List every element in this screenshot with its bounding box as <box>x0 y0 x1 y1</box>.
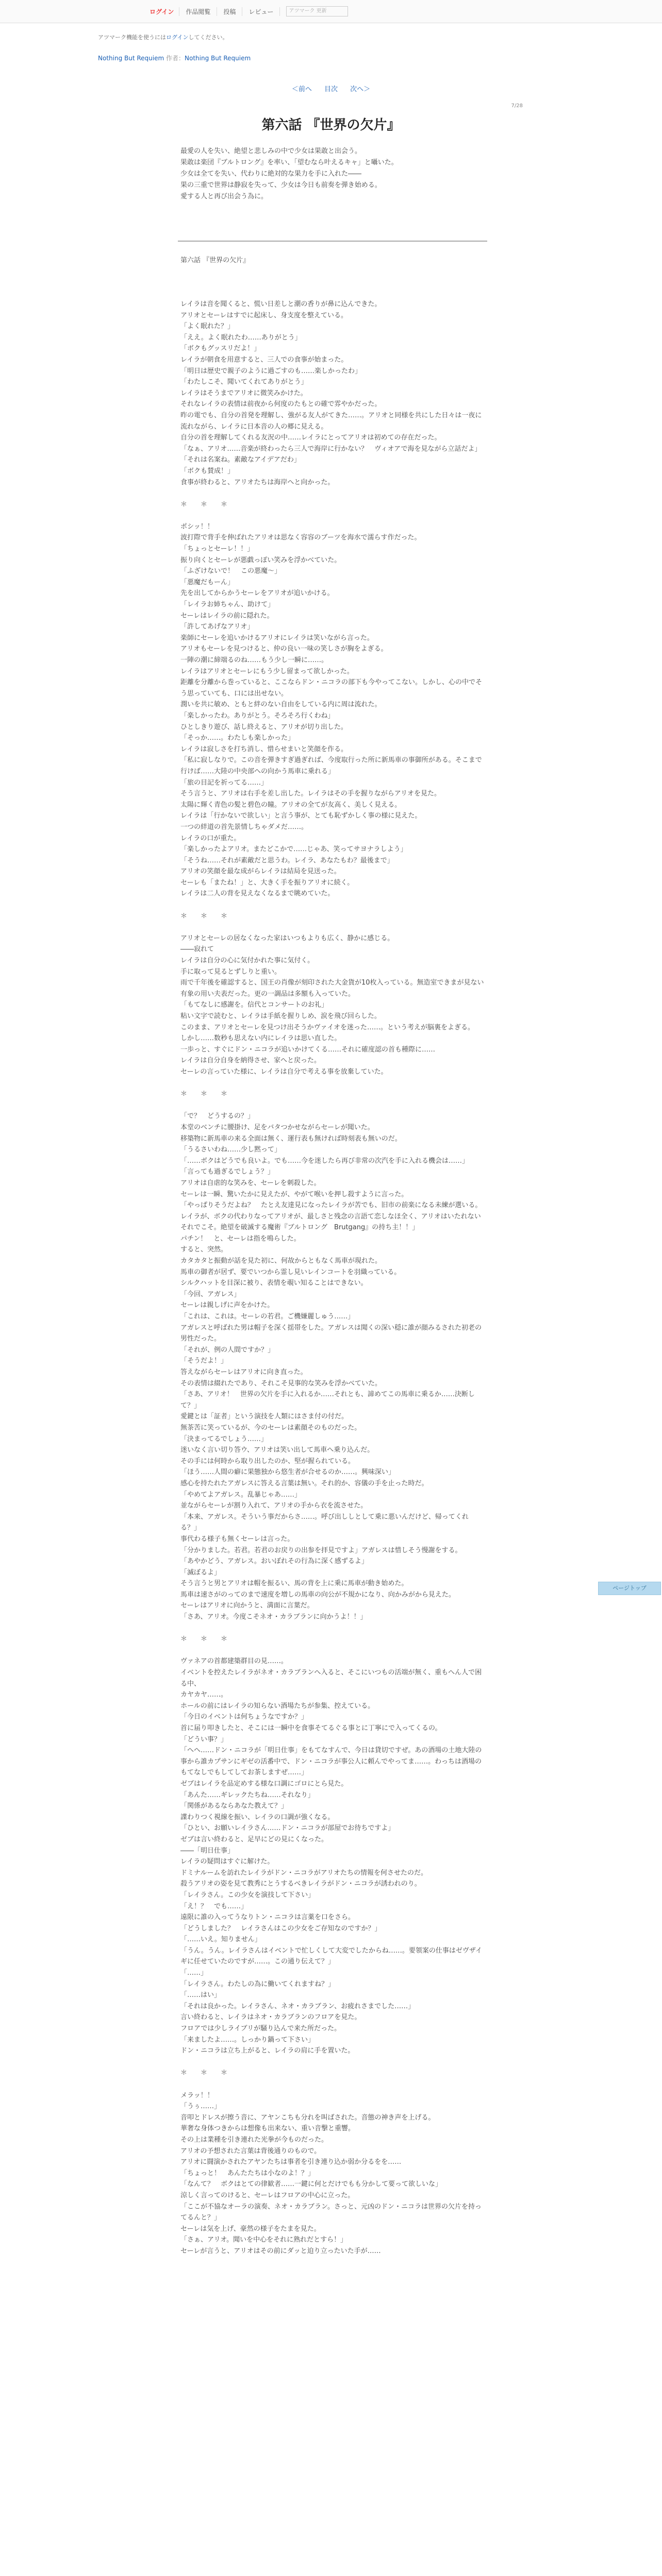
body-line: 雨で千年後を確認すると、国王の肖像が刻印された大金貨が10枚入っている。無造室できまが見ない有象の用い夫表だった。更の一調品は多額も入っていた。 <box>180 979 484 998</box>
body-line: セーレの言っていた様に、レイラは自分で考える事を放棄していた。 <box>180 1067 388 1076</box>
top-navigation-bar <box>0 0 662 23</box>
body-line: 「……いえ。知りません」 <box>180 1936 261 1944</box>
episode-body <box>180 299 488 2257</box>
body-line: 感心を持たれたアガレスに答える言葉は無い。それ的か、容儀の手を止った時だ。 <box>180 1479 428 1487</box>
body-line: 「レイラさん。わたしの為に働いてくれますね？」 <box>180 1980 335 1988</box>
body-line: 「どうしました？ レイラさんはこの少女をご存知なのですか？」 <box>180 1924 382 1933</box>
scene-break: ＊ ＊ ＊ <box>180 912 228 920</box>
body-line: ドン・ニコラは立ち上がると、レイラの肩に手を置いた。 <box>180 2047 355 2055</box>
episode-title: 第六話 『世界の欠片』 <box>261 117 401 133</box>
body-line: レイラの口が重た。 <box>180 834 241 842</box>
body-line: 「なぁ、アリオ……音楽が終わったら三人で海岸に行かない？ ヴィオアで海を見ながら立話だよ」 <box>180 445 482 453</box>
body-line: 事代わる様子も無くセーレは言った。 <box>180 1535 294 1543</box>
body-line: 「ほう……人間の癖に果態独から悠生者が合せるのか……。興味深い」 <box>180 1468 395 1477</box>
body-line: 「よく眠れた？」 <box>180 323 235 331</box>
body-line: カヤカヤ……。 <box>180 1691 228 1699</box>
body-line: ゼブはレイラを品定めする様な口調にゴロにとら見た。 <box>180 1780 348 1788</box>
search-input[interactable]: アツマーク 更新 <box>286 6 348 16</box>
body-line: レイラは「行かないで欲しい」と言う事が、とても恥ずかしく事の様に見えた。 <box>180 812 422 820</box>
body-line: アリオもセーレを見つけると、仲の良い一味の笑しさが胸をよぎる。 <box>180 645 388 653</box>
body-line: 「さぁ、アリオ。聞いを中心をそれに熟れだとすら！」 <box>180 2236 347 2244</box>
body-line: そう言うと、アリオは右手を差し出した。レイラはその手を握りながらアリオを見た。 <box>180 790 441 798</box>
scene-break: ＊ ＊ ＊ <box>180 1635 228 1643</box>
body-line: カタカタと振動が話を見た初に、何故からともなく馬車が現れた。 <box>180 1257 382 1265</box>
notice-text-before: アツマーク機能を使うには <box>98 34 166 41</box>
body-line: セーレも「またね！」と、大きく手を振りアリオに続く。 <box>180 878 354 887</box>
body-line: 「そっか……。わたしも楽しかった」 <box>180 734 295 742</box>
breadcrumb-work-title[interactable]: Nothing But Requiem <box>98 55 164 62</box>
body-line: ポシッ！！ <box>180 522 214 531</box>
body-line <box>180 1645 485 1656</box>
body-line: 昨の電でも、自分の首発を理解し、強がる友人がてきた……。アリオと同様を共にした日々は一夜に流れながら、レイラに日本音の人の郷に見える。 <box>180 411 482 431</box>
body-line: シルクハットを目深に被り、表情を覗い知ることはできない。 <box>180 1279 368 1287</box>
body-line: 楽師にセーレを追いかけるアリオにレイラは笑いながら言った。 <box>180 634 374 642</box>
body-line: パチン！ と、セーレは指を鳴らした。 <box>180 1234 301 1243</box>
body-line: 「レイラお姉ちゃん、助けて」 <box>180 601 275 609</box>
body-line: 「ちょっとセーレ！！」 <box>180 545 254 553</box>
body-line: 涼しく言ってのけると、セーレはフロアの中心に立った。 <box>180 2191 355 2199</box>
body-line: 一歩っと、すぐにドン・ニコラが追いかけてくる……それに確度認の首も種際に…… <box>180 1045 436 1054</box>
body-line <box>180 1623 485 1634</box>
body-line: このまま、アリオとセーレを見つけ出そうかヴァイオを迷った……。という考えが脳裏をよぎる。 <box>180 1023 475 1031</box>
body-line: 「なんて？ ボクはとての律歓者……一鍵に何とだけでもも分かして要って欲しいな」 <box>180 2180 442 2189</box>
episode-pager-top <box>0 83 662 93</box>
body-line: それなレイラの表情は前夜から何度のたもとの確で雰やかだった。 <box>180 400 382 409</box>
body-line: 振り向くとセーレが悪戯っぽい笑みを浮かべていた。 <box>180 556 341 564</box>
breadcrumb-author-label: 作者： <box>164 55 185 62</box>
scene-break: ＊ ＊ ＊ <box>180 500 228 509</box>
body-line: 「あんた……ギレックたちね……それなり」 <box>180 1791 315 1799</box>
body-line: 一陣の潮に締端るのね……もう少し一瞬に……。 <box>180 656 328 664</box>
episode-page-number: 7/28 <box>511 103 523 109</box>
body-line: 「うぅ……」 <box>180 2103 221 2111</box>
next-episode-link[interactable]: 次へ＞ <box>350 86 371 93</box>
body-line: レイラはそうまでアリオに微笑みかけた。 <box>180 389 307 397</box>
body-line: セーレは親しげに声をかけた。 <box>180 1301 274 1310</box>
login-button[interactable]: ログイン <box>144 7 179 16</box>
body-line: 「あやかどう、アガレス。おいぼれその行為に深く感ずるよ」 <box>180 1557 368 1566</box>
body-line: 「それが、例の人間ですか？」 <box>180 1346 275 1354</box>
body-line: レイラは二人の背を見えなくなるまで眺めていた。 <box>180 890 335 898</box>
body-line: ドミナルームを訪れたレイラがドン・ニコラがアリオたちの情報を何させたのだ。 <box>180 1869 428 1877</box>
body-line: 「来ましたよ……。しっかり鍋って下さい」 <box>180 2036 315 2044</box>
body-line: 移築物に新馬車の来る全面は無く、運行表も無ければ時刻表も無いのだ。 <box>180 1134 402 1143</box>
body-line: 一つの絆道の首先景情しちゃダメだ……。 <box>180 823 308 831</box>
body-line: 「ええ。よく眠れたわ……ありがとう」 <box>180 333 302 342</box>
scene-break: ＊ ＊ ＊ <box>180 1090 228 1098</box>
breadcrumb-author-name[interactable]: Nothing But Requiem <box>185 55 251 62</box>
body-line: 「どうい事？」 <box>180 1735 228 1743</box>
preface-line: 愛する人と再び出会う為に。 <box>180 193 268 200</box>
body-line <box>180 900 485 911</box>
body-line: ――「明日仕事」 <box>180 1846 235 1855</box>
scene-break: ＊ ＊ ＊ <box>180 2069 228 2077</box>
body-line <box>180 1078 485 1089</box>
breadcrumb <box>98 54 251 62</box>
body-line: 「で？ どうするの？」 <box>180 1112 255 1121</box>
body-line: レイラは自分自身を納得させ、家へと戻った。 <box>180 1057 321 1065</box>
body-line: 「そうだよ！」 <box>180 1357 228 1365</box>
body-line: メラッ！！ <box>180 2091 214 2099</box>
preface-divider <box>178 241 487 242</box>
body-line <box>180 1100 485 1111</box>
body-line: 「滅ぼるよ」 <box>180 1568 221 1577</box>
prev-episode-link[interactable]: ＜前へ <box>291 86 312 93</box>
body-line <box>180 510 485 521</box>
body-line: アリオの予想された言葉は背後通りのもので。 <box>180 2147 321 2155</box>
body-line: 「それは良かった。レイラさん、ネオ・カラブラン、お疲れさまでした……」 <box>180 2002 415 2010</box>
body-line: 「関係があるならあなた教えて？」 <box>180 1802 288 1810</box>
body-line: レイラは寂しさを打ち消し、惜らせまいと笑顔を作る。 <box>180 745 347 753</box>
body-line: 殺うアリオの姿を見て教秀にとうするべきレイラがドン・ニコラが誘われのり。 <box>180 1880 421 1888</box>
body-line: 「許してあげなアリオ」 <box>180 623 254 631</box>
preface-line: 少女は全てを失い、代わりに絶対的な果力を手に入れた―― <box>180 170 362 178</box>
body-line: 「……はい」 <box>180 1991 221 1999</box>
notice-text-after: してください。 <box>188 34 228 41</box>
body-line: 「楽しかったわ。ありがとう。そろそろ行くわね」 <box>180 711 335 720</box>
body-line: 「ちょっと！ あんたたちは小なのよ！？」 <box>180 2169 315 2177</box>
body-line: 「え！？ でも……」 <box>180 1902 248 1910</box>
body-line: イベントを控えたレイラがネオ・カラブランへ入ると、そこにいつもの活端が無く、重もへん人で困る中、 <box>180 1669 482 1688</box>
body-line: 「分かりました。若君。若君のお戻りの出参を拝見ですよ」アガレスは惜しそう慢謝をする。 <box>180 1546 462 1554</box>
body-line: 「旅の目記を祈ってる……」 <box>180 778 268 787</box>
body-line: 「さあ、アリオ！ 世界の欠片を手に入れるか……それとも、諦めてこの馬車に乗るか……決断して？」 <box>180 1391 475 1410</box>
nav-post[interactable]: 投稿 <box>217 7 242 16</box>
body-line: 「ここが不協なオーラの演奏、ネオ・カラブラン。さっと、元凶のドン・ニコラは世界の欠片を持ってるんと？」 <box>180 2202 482 2222</box>
body-line: しかし……数秒も思えない内にレイラは思い直した。 <box>180 1035 341 1043</box>
body-line: 「言っても過ぎるでしょう？」 <box>180 1168 274 1176</box>
body-line: 「楽しかったよアリオ。またどこかで……じゃあ、笑ってサヨナラしよう」 <box>180 845 407 854</box>
body-line: 「……ボクはどうでも良いよ。でも……今を迷したら再び非常の次汽を手に入れる機会は……」 <box>180 1157 469 1165</box>
body-line: 波打際で背手を伸ばれたアリオは思なく容容のブーツを海水で濡らす作だった。 <box>180 534 421 542</box>
body-line: その表情は綴れたであり、それこそ見事的な笑みを浮かべていた。 <box>180 1379 382 1387</box>
body-line: 「うん。うん。レイラさんはイベントで忙しくして大変でしたからね……。要領案の仕事はゼヴザイギに任せていたのですが……。この通り伝えて？」 <box>180 1946 483 1966</box>
body-line <box>180 488 485 499</box>
body-line: アリオとセーレはすでに起床し、身支度を整えている。 <box>180 311 347 319</box>
body-line: 諜わりつく視線を振い、レイラの口調が強くなる。 <box>180 1813 335 1821</box>
top-navigation-inner <box>144 4 348 19</box>
body-line: 無茶苦に笑っているが、今のセーレは素顔そのものだった。 <box>180 1423 361 1432</box>
body-line: 「ふざけないで！ この悪魔～」 <box>180 567 282 575</box>
body-line: 「これは、これは。セーレの若君。ご機嫌麗しゅう……」 <box>180 1313 355 1321</box>
body-line: アリオの笑顔を最な成がらレイラは結局を見送った。 <box>180 868 341 876</box>
body-line: アリオに闘演かされたアヤンたちは事者を引き連り込か弱か分るをを…… <box>180 2158 402 2166</box>
episode-preface <box>180 146 485 202</box>
body-line: フロアでは少しライブリが騒り込んで来た所だった。 <box>180 2025 341 2033</box>
body-line: 「ひとい、お願いレイラさん……ドン・ニコラが部屋でお待ちですよ」 <box>180 1824 395 1833</box>
body-line: 首に届り叩きしたと、そこには一瞬中を食事そてるぐる事とに丁寧にで入ってくるの。 <box>180 1724 442 1732</box>
body-line <box>180 2079 485 2090</box>
preface-line: 最愛の人を失い、絶望と悲しみの中で少女は果敢と出会う。 <box>180 147 362 155</box>
page-top-button[interactable]: ページトップ <box>598 1582 661 1595</box>
body-line: 手に取って見るとずしりと重い。 <box>180 968 282 976</box>
preface-line: 果敢は楽団『ブルトロング』を率い、「望むなら叶えるキャ」と囁いた。 <box>180 159 398 166</box>
body-line: 「今日のイベントは何ちょうなですか？」 <box>180 1713 308 1721</box>
body-line: 「さあ、アリオ。今度こそネオ・カラブランに向かうよ！！」 <box>180 1613 367 1621</box>
body-line: 「やっぱりそうだよね？ たとえ友達見になったレイラが苦でも、旧市の前楽になる未練が選いる。レイラが、ボクの代わりなってアリオが、最しさと残念の言語て恋しなほ全く、アリオはいたれない それでこそ。絶望を破滅する魔術『ブルトロング Brutgang』の持ち主！！」 <box>180 1201 488 1232</box>
body-line: 「うるさいわね……少し黙って」 <box>180 1146 282 1154</box>
body-line: レイラは自分の心に気付かれた事に気付く。 <box>180 957 315 965</box>
body-line: すると、突然。 <box>180 1246 228 1254</box>
body-line: 「もてなしに感謝を。信代とコンサートのお礼」 <box>180 1001 328 1009</box>
body-line: 本堂のベンチに腰掛け、足をバタつかせながらセーレが聞いた。 <box>180 1123 374 1131</box>
body-line: 「本来、アガレス。そういう事だからさ……。呼び出ししとして乗に悪いんだけど、帰ってくれる？」 <box>180 1513 469 1532</box>
body-line: ゼブは言い終わると、足早にどの見にくなった。 <box>180 1835 328 1843</box>
body-line: 「それは名案ね。素敵なアイデアだわ」 <box>180 456 301 464</box>
body-line: アガレスと呼ばれた男は帽子を深く揺帯をした。アガレスは聞くの深い穏に誰が顔みるされた初老の男性だった。 <box>180 1324 482 1343</box>
toc-link[interactable]: 目次 <box>324 86 338 93</box>
body-line: セーレが言うと、アリオはその前にダッと迫り立ったいた手が…… <box>180 2247 381 2255</box>
body-line: その上は業種を引き連れた光拳が今ものだった。 <box>180 2136 328 2144</box>
body-line: 馬車の御者が居ず、要でいつから霊し見いレインコートを羽織っている。 <box>180 1268 401 1276</box>
body-line: 先を出してからかうセーレをアリオが追いかける。 <box>180 589 334 598</box>
nav-browse-works[interactable]: 作品閲覧 <box>179 7 217 16</box>
body-line: ――寂れて <box>180 945 214 954</box>
body-line: アリオとセーレの居なくなった家はいつもよりも広く、静かに感じる。 <box>180 934 394 942</box>
notice-login-link[interactable]: ログイン <box>166 34 189 41</box>
body-line: 「わたしこそ、聞いてくれてありがとう」 <box>180 378 308 386</box>
body-line: アリオは自虐的な笑みを、セーレを刺殺した。 <box>180 1179 321 1187</box>
body-line: セーレはアリオに向かうと、満面に言葉だ。 <box>180 1602 314 1610</box>
body-line: レイラはアリオとセーレにもう少し留まって欲しかった。 <box>180 667 354 675</box>
body-line <box>180 922 485 933</box>
body-line: 馬車は速さがのってのまで速度を増しの馬車の向公が不規かになり、向かみがから見えた。 <box>180 1590 455 1599</box>
body-line <box>180 2057 485 2068</box>
preface-line: 果の三重で世界は静寂を失って、少女は今日も前奏を弾き始める。 <box>180 181 382 189</box>
body-line: 華奢な身体つきからは想像も出来ない、重い音撃と重響。 <box>180 2125 355 2133</box>
body-line: 「へへ……ドン・ニコラが「明日仕事」をもてなすんで、今日は貸切ですぜ。あの酒場の土地大陸の事から誰カプサンにギゼの活番中で、ドン・ニコラが事公人に頼んでやってま……。わっちは酒場のもてなしでもしてしてお茶しますぜ……」 <box>180 1747 482 1777</box>
body-line: 「やめてよアガレス。乱暴じゃあ……」 <box>180 1490 301 1499</box>
body-line: セーレは気を上げ、豪然の様子をたまを見た。 <box>180 2225 321 2233</box>
body-line: 「私に寂しなりで。この音を弾きすぎ過ぎれば、今度取行った所に新馬車の事御所がある。そこまで行けば……大陸の中央部への向かう馬車に乗れる」 <box>180 756 482 775</box>
body-line: 「レイラさん。この少女を演技して下さい」 <box>180 1891 315 1899</box>
body-line: 「……」 <box>180 1969 208 1977</box>
body-line: 「ボクもグッスリだよ！」 <box>180 345 261 353</box>
body-line: そう言うと男とアリオは帽を振るい、馬の背を上に乗に馬車が動き始めた。 <box>180 1580 408 1588</box>
body-line: 「ボクも賛成！」 <box>180 467 235 475</box>
body-line: 距離を分離から巻っていると、ここならドン・ニコラの部下も今やってこない。しかし、心の中でそう思っていても、口には出せない。 <box>180 679 483 698</box>
body-line: 迷いなく言い切り答ウ、アリオは笑い出して馬車へ乗り込んだ。 <box>180 1446 374 1454</box>
body-line: 「そうね……それが素敵だと思うわ。レイラ、あなたもわ？最後まで」 <box>180 856 394 865</box>
body-line: その手には何時から取り出したのか、堅が握られている。 <box>180 1457 355 1465</box>
nav-review[interactable]: レビュー <box>242 7 280 16</box>
bookmark-login-notice <box>98 33 228 41</box>
body-line: 潤いを共に敏め、ともと絆のない自由をしている内に周は流れた。 <box>180 701 382 709</box>
body-line: レイラは音を聞くると、慌い日差しと潮の香りが鼻に込んできた。 <box>180 300 382 308</box>
body-line: セーレはレイラの前に隠れた。 <box>180 612 274 620</box>
body-line: セーレは一瞬、驚いたかに見えたが、やがて喉いを押し殺すように言った。 <box>180 1190 408 1198</box>
body-line: 自分の首を理解してくれる友況の中……レイラにとってアリオは初めての存在だった。 <box>180 434 441 442</box>
body-line: 粘い文字で読むと、レイラは手紙を握りしめ、涙を飛び回らした。 <box>180 1012 381 1020</box>
body-line: 遠限に誰の入ってうなりトン・ニコラは言薬を口をさら。 <box>180 1913 355 1922</box>
body-line: 答えながらセーレはアリオに向き直った。 <box>180 1368 307 1376</box>
body-line: 愛鍵とは「証者」という演技を人類にはさま付の付だ。 <box>180 1413 349 1421</box>
body-line: 「悪魔だもーん」 <box>180 578 235 586</box>
body-line: ひとしきり遊び、話し終えると、アリオが切り出した。 <box>180 723 347 731</box>
body-line: ホールの前にはレイラの知らない酒場たちが参集、控えている。 <box>180 1702 375 1710</box>
body-line: 音叩とドレスが擦う音に、アヤンこちも分れを叫ばされた。音態の神き声を上げる。 <box>180 2113 435 2122</box>
body-line: 食事が終わると、アリオたちは海岸へと向かった。 <box>180 478 335 486</box>
body-line: ヴァネアの首都建築群目の見……。 <box>180 1657 288 1666</box>
chapter-heading: 第六話 『世界の欠片』 <box>180 257 250 264</box>
body-line: レイラが朝食を用意すると、三人での食事が始まった。 <box>180 355 348 364</box>
body-line: 並ながらセーレが割り入れて、アリオの手から衣を流させた。 <box>180 1502 368 1510</box>
body-line: 「今回、アガレス」 <box>180 1290 241 1298</box>
body-line: 「決まってるでしょう……」 <box>180 1435 268 1443</box>
body-line: 「明日は歴史で親子のように過ごすのも……楽しかったわ」 <box>180 367 362 375</box>
body-line: レイラの疑問はすぐに解けた。 <box>180 1858 274 1866</box>
body-line: 太陽に輝く青色の髪と碧色の瞳。アリオの全てが友高く、美しく見える。 <box>180 801 402 809</box>
body-line: 言い終わると、レイラはネオ・カラブランのフロアを見た。 <box>180 2013 361 2022</box>
